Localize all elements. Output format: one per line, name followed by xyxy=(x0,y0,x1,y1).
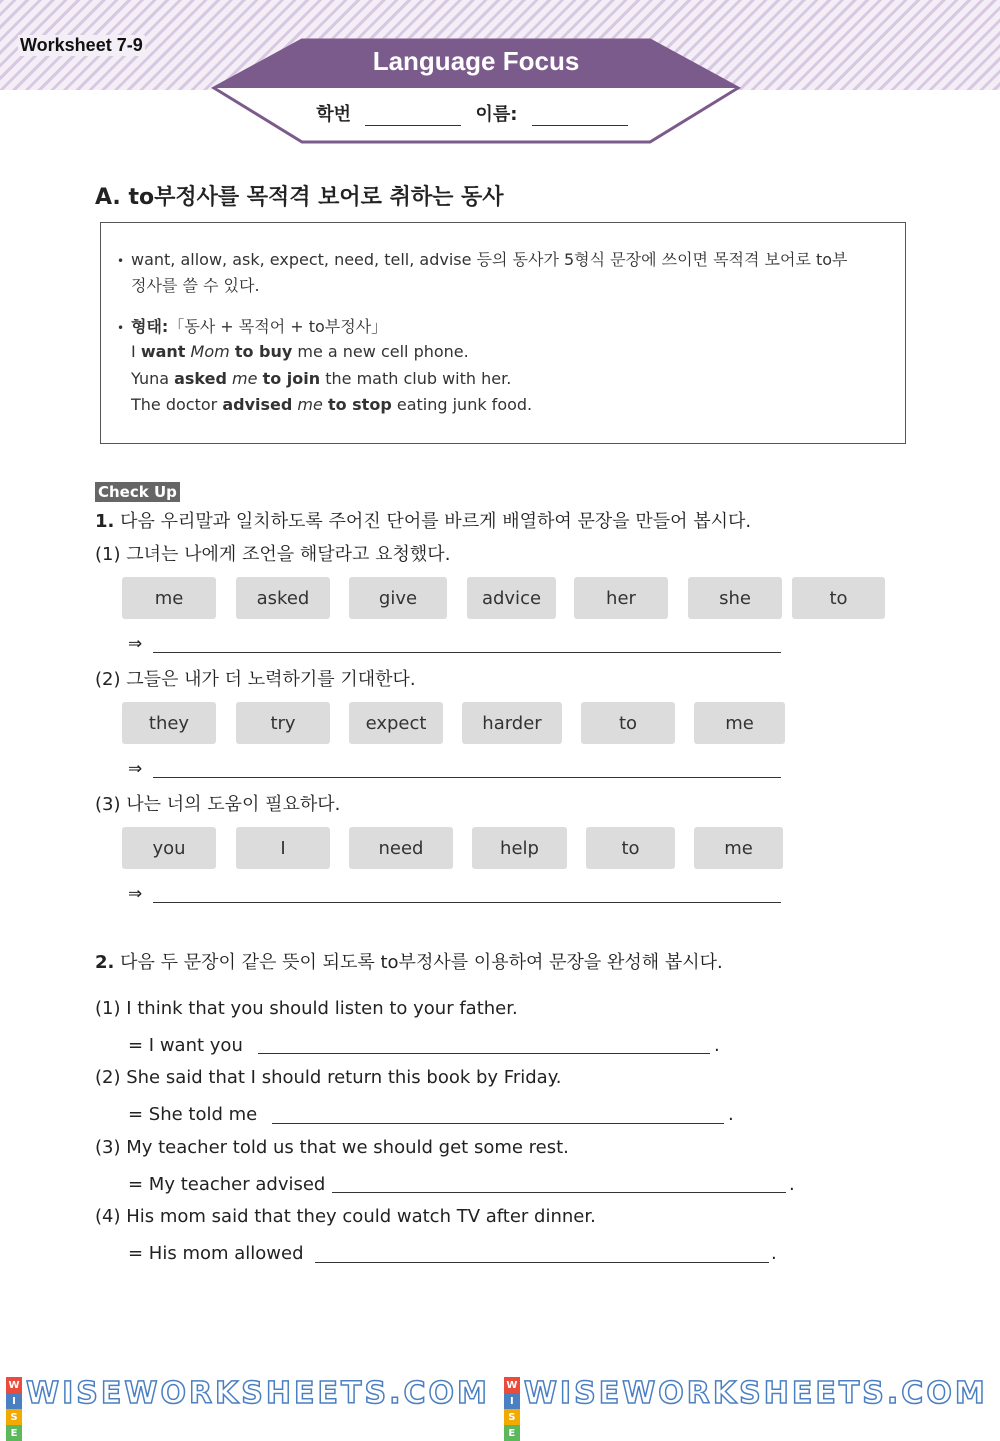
word-card[interactable]: me xyxy=(694,702,785,744)
word-card[interactable]: need xyxy=(349,827,453,869)
answer-arrow: ⇒ xyxy=(128,884,143,904)
q2-item-3-sentence: (3) My teacher told us that we should get some rest. xyxy=(95,1137,569,1158)
section-a-title: A. to부정사를 목적격 보어로 취하는 동사 xyxy=(95,185,504,210)
word-card[interactable]: me xyxy=(122,577,216,619)
q1-item-3-label: (3) 나는 너의 도움이 필요하다. xyxy=(95,794,341,815)
answer-blank[interactable] xyxy=(258,1052,710,1054)
period: . xyxy=(771,1243,777,1264)
answer-arrow: ⇒ xyxy=(128,759,143,779)
word-card[interactable]: I xyxy=(236,827,330,869)
q2-item-4-prompt: = His mom allowed xyxy=(128,1243,304,1264)
answer-blank[interactable] xyxy=(272,1122,724,1124)
word-card[interactable]: her xyxy=(574,577,668,619)
period: . xyxy=(714,1035,720,1056)
q2-item-4-sentence: (4) His mom said that they could watch TV after dinner. xyxy=(95,1206,596,1227)
word-card[interactable]: you xyxy=(122,827,216,869)
name-label: 이름: xyxy=(475,104,518,125)
word-card[interactable]: try xyxy=(236,702,330,744)
answer-arrow: ⇒ xyxy=(128,634,143,654)
answer-line[interactable] xyxy=(153,651,781,653)
q1-item-2-label: (2) 그들은 내가 더 노력하기를 기대한다. xyxy=(95,669,416,690)
word-card[interactable]: asked xyxy=(236,577,330,619)
word-card[interactable]: to xyxy=(792,577,885,619)
word-card[interactable]: give xyxy=(349,577,447,619)
q2-item-2-sentence: (2) She said that I should return this book by Friday. xyxy=(95,1067,562,1088)
grammar-rule-box xyxy=(100,222,906,444)
footer-watermark xyxy=(0,1372,1000,1439)
period: . xyxy=(789,1174,795,1195)
form-line: • 형태:「동사 + 목적어 + to부정사」 xyxy=(117,317,388,336)
worksheet-label: Worksheet 7-9 xyxy=(20,35,143,55)
question-2-title: 2. 다음 두 문장이 같은 뜻이 되도록 to부정사를 이용하여 문장을 완성해 봅시다. xyxy=(95,952,723,973)
rule-text-1: • want, allow, ask, expect, need, tell, advise 등의 동사가 5형식 문장에 쓰이면 목적격 보어로 to부 xyxy=(117,250,848,269)
word-card[interactable]: they xyxy=(122,702,216,744)
q2-item-3-prompt: = My teacher advised xyxy=(128,1174,326,1195)
rule-text-2: 정사를 쓸 수 있다. xyxy=(131,276,260,295)
page-title: Language Focus xyxy=(372,46,580,76)
q1-item-1-label: (1) 그녀는 나에게 조언을 해달라고 요청했다. xyxy=(95,544,451,565)
name-field[interactable] xyxy=(532,108,628,126)
brand-logo-icon: W I S E xyxy=(6,1377,22,1409)
word-card[interactable]: harder xyxy=(462,702,562,744)
example-3: The doctor advised me to stop eating junk food. xyxy=(131,395,533,414)
word-card[interactable]: expect xyxy=(349,702,443,744)
word-card[interactable]: me xyxy=(694,827,783,869)
answer-line[interactable] xyxy=(153,901,781,903)
q2-item-1-sentence: (1) I think that you should listen to your father. xyxy=(95,998,518,1019)
student-id-label: 학번 xyxy=(316,104,351,125)
answer-blank[interactable] xyxy=(332,1191,786,1193)
word-card[interactable]: she xyxy=(688,577,782,619)
q2-item-2-prompt: = She told me xyxy=(128,1104,258,1125)
check-up-badge: Check Up xyxy=(95,482,180,502)
student-fields xyxy=(212,100,740,126)
student-id-field[interactable] xyxy=(365,108,461,126)
period: . xyxy=(728,1104,734,1125)
brand-text: WISEWORKSHEETS.COM xyxy=(26,1375,490,1411)
answer-blank[interactable] xyxy=(315,1261,769,1263)
word-card[interactable]: help xyxy=(472,827,567,869)
example-2: Yuna asked me to join the math club with her. xyxy=(131,369,512,388)
word-card[interactable]: to xyxy=(586,827,675,869)
brand-text: WISEWORKSHEETS.COM xyxy=(523,1375,988,1411)
q2-item-1-prompt: = I want you xyxy=(128,1035,243,1056)
word-card[interactable]: advice xyxy=(467,577,556,619)
word-card[interactable]: to xyxy=(581,702,675,744)
answer-line[interactable] xyxy=(153,776,781,778)
question-1-title: 1. 다음 우리말과 일치하도록 주어진 단어를 바르게 배열하여 문장을 만들어 봅시다. xyxy=(95,511,752,532)
brand-logo-icon: W I S E xyxy=(504,1377,520,1409)
example-1: I want Mom to buy me a new cell phone. xyxy=(131,342,469,361)
